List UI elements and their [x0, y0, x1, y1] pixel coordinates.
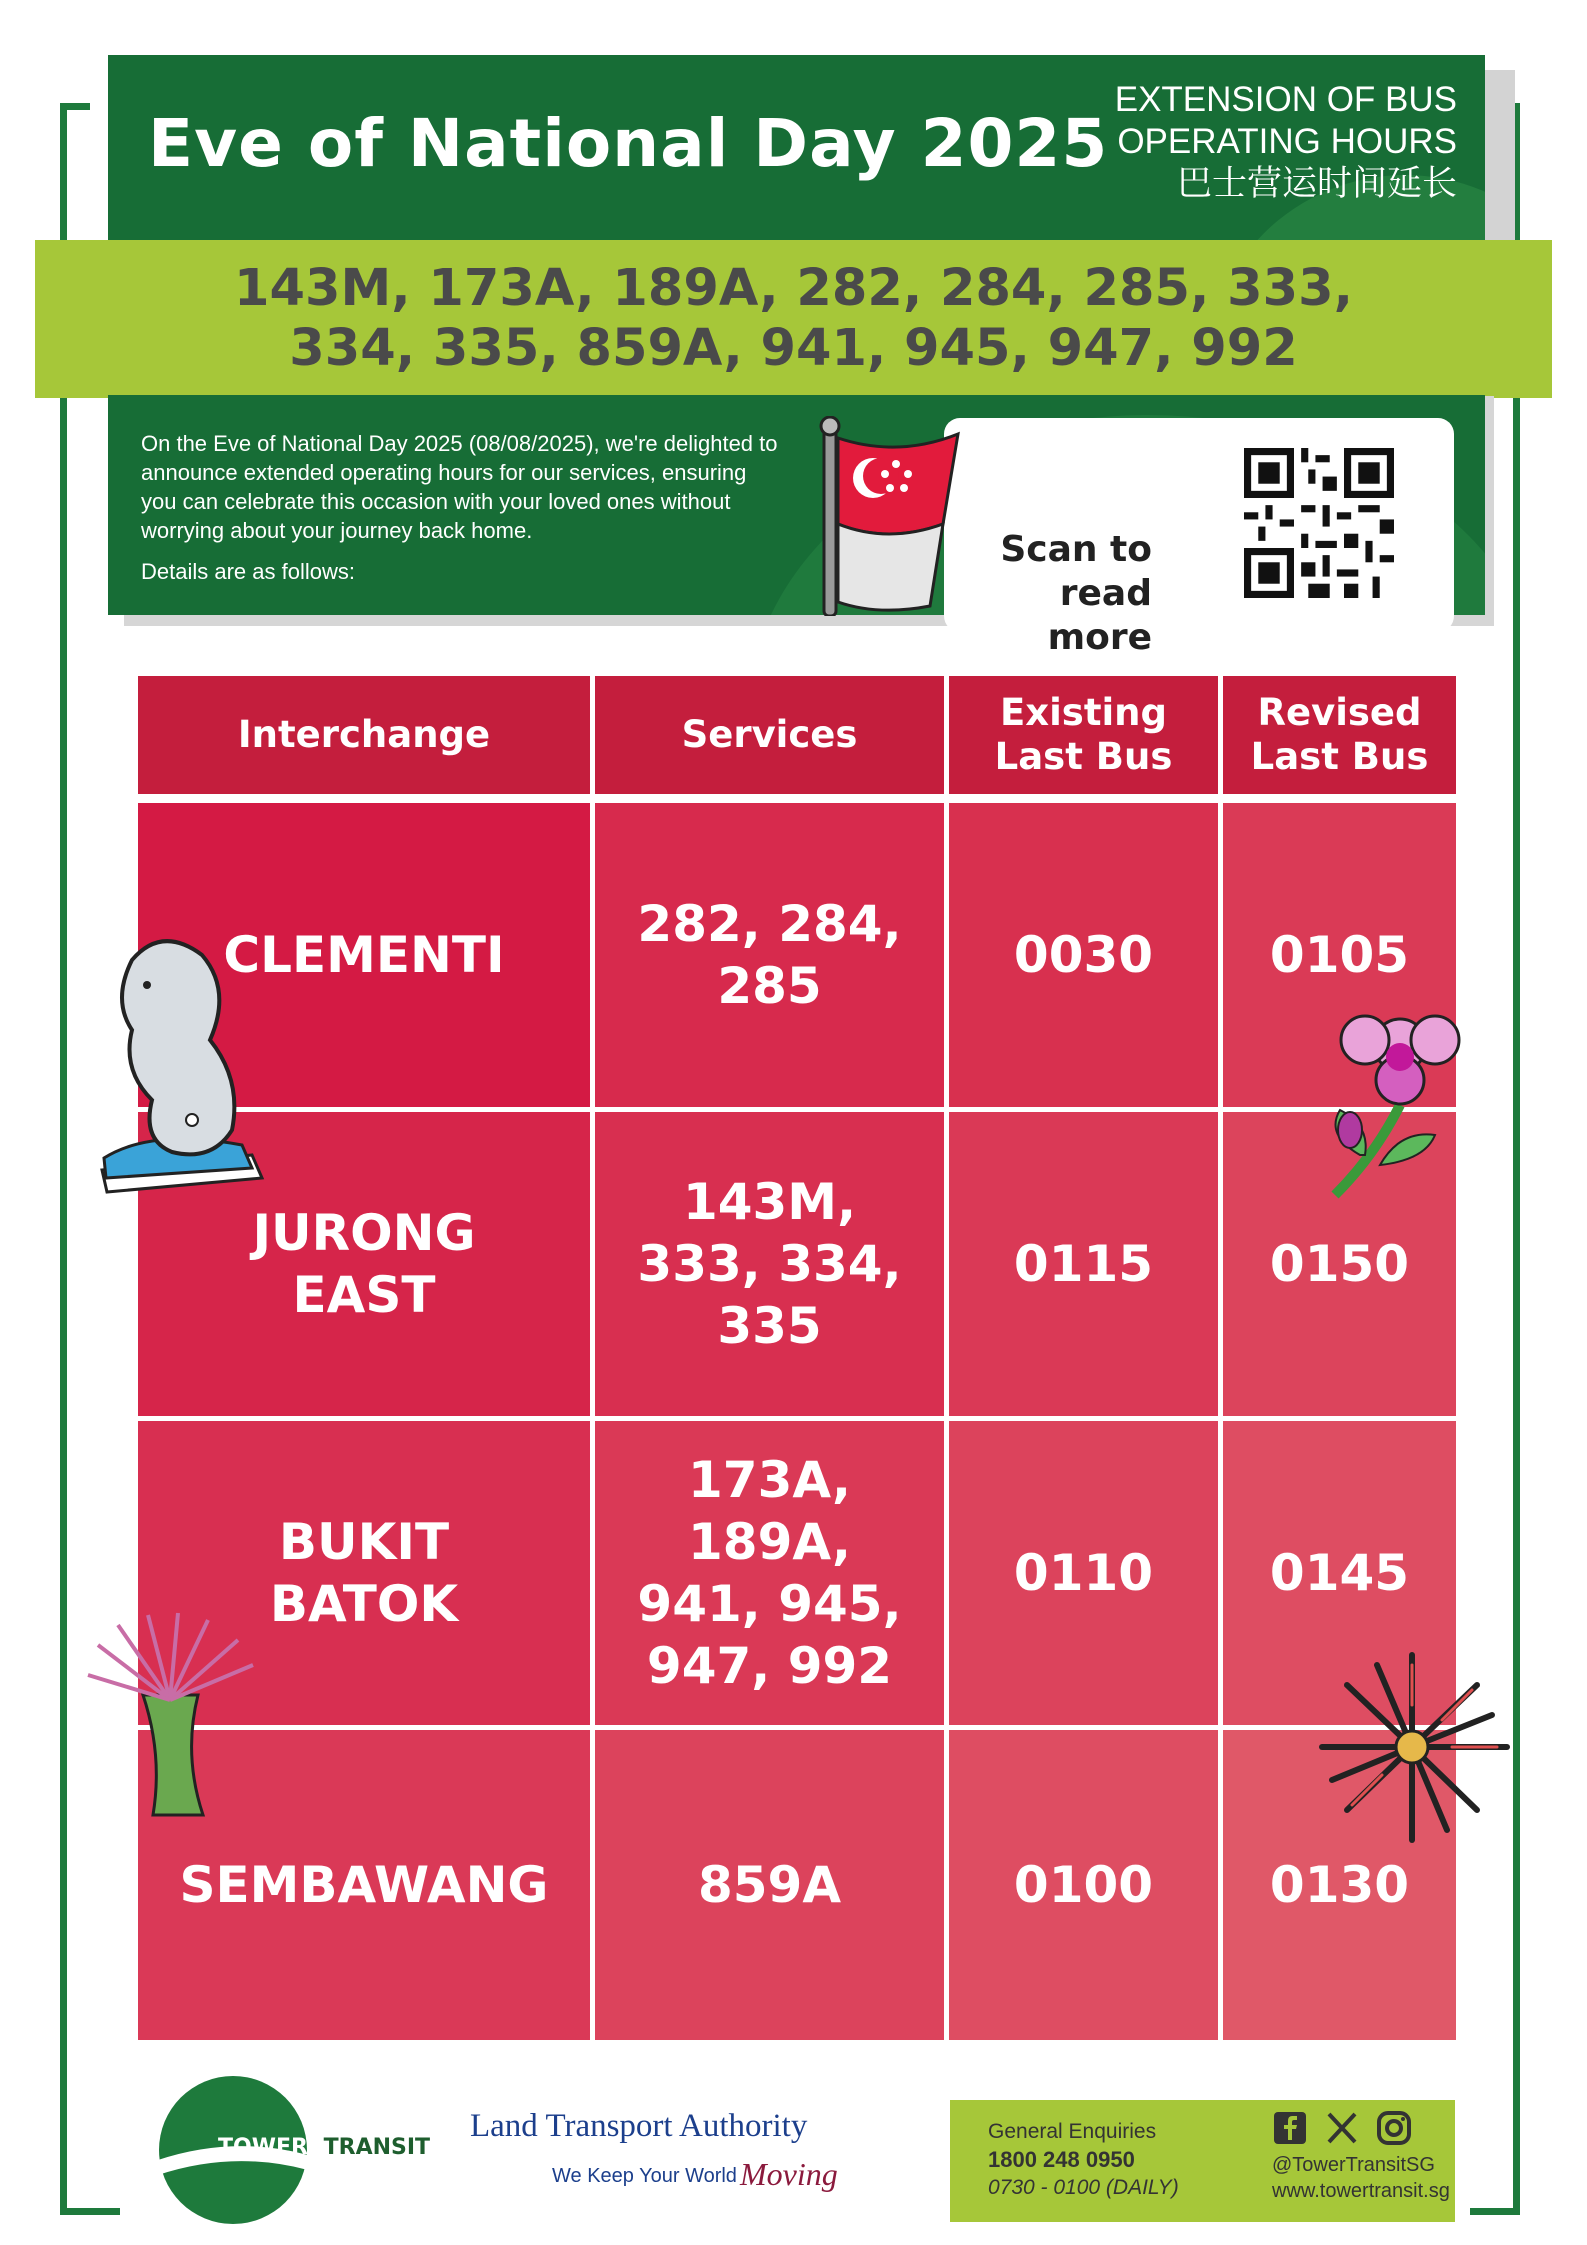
social-icons [1272, 2110, 1450, 2146]
header-services: Services [595, 676, 944, 794]
scan-line-2: read more [1047, 573, 1152, 658]
supertree-icon [78, 1605, 268, 1825]
facebook-icon[interactable] [1272, 2110, 1308, 2146]
social-info [1272, 2110, 1450, 2204]
enquiries-hours: 0730 - 0100 (DAILY) [988, 2176, 1179, 2199]
qr-code[interactable] [1244, 448, 1394, 598]
tt-word-tower: TOWER [218, 2135, 308, 2160]
lta-name: Land Transport Authority [470, 2108, 808, 2144]
enquiries-phone[interactable]: 1800 248 0950 [988, 2147, 1135, 2172]
header-interchange: Interchange [138, 676, 590, 794]
cell-services: 173A, 189A, 941, 945, 947, 992 [595, 1421, 944, 1725]
cell-interchange: BUKIT BATOK [138, 1421, 590, 1725]
subtitle-line-chinese: 巴士营运时间延长 [1176, 164, 1457, 203]
lta-moving: Moving [740, 2156, 838, 2192]
cell-interchange: CLEMENTI [138, 803, 590, 1107]
cell-revised: 0105 [1223, 803, 1456, 1107]
lta-tagline: We Keep Your World [552, 2165, 737, 2187]
intro-paragraph: On the Eve of National Day 2025 (08/08/2025), we're delighted to announce extended operating hours for our services, ensuring you can celebrate this occasion with your loved ones without worrying about your journey back home. [141, 431, 778, 543]
intro-details: Details are as follows: [141, 559, 355, 584]
affected-services-band [35, 240, 1552, 398]
enquiries-info [988, 2118, 1179, 2202]
cell-services: 143M, 333, 334, 335 [595, 1112, 944, 1416]
cell-existing: 0110 [949, 1421, 1218, 1725]
services-line-2: 334, 335, 859A, 941, 945, 947, 992 [289, 319, 1298, 378]
subtitle-line-1: EXTENSION OF BUS [1114, 80, 1457, 119]
merlion-icon [92, 930, 272, 1200]
x-icon[interactable] [1324, 2110, 1360, 2146]
cell-existing: 0100 [949, 1730, 1218, 2040]
tower-transit-wordmark [218, 2135, 430, 2160]
enquiries-box [950, 2100, 1455, 2222]
cell-interchange: SEMBAWANG [138, 1730, 590, 2040]
subtitle-line-2: OPERATING HOURS [1117, 122, 1457, 161]
enquiries-label: General Enquiries [988, 2120, 1157, 2143]
cell-interchange: JURONG EAST [138, 1112, 590, 1416]
page-title: Eve of National Day 2025 [148, 105, 1109, 182]
header-existing-last-bus: Existing Last Bus [949, 676, 1218, 794]
header-banner [108, 55, 1485, 245]
scan-line-1: Scan to [1000, 529, 1152, 570]
cell-existing: 0115 [949, 1112, 1218, 1416]
orchid-icon [1305, 985, 1485, 1210]
firework-icon [1302, 1645, 1522, 1850]
header-revised-last-bus: Revised Last Bus [1223, 676, 1456, 794]
intro-text [141, 429, 781, 598]
website-link[interactable]: www.towertransit.sg [1272, 2180, 1450, 2202]
lta-logo [470, 2100, 890, 2210]
social-handle[interactable]: @TowerTransitSG [1272, 2154, 1435, 2176]
cell-existing: 0030 [949, 803, 1218, 1107]
cell-services: 859A [595, 1730, 944, 2040]
singapore-flag-icon [818, 416, 1028, 616]
cell-services: 282, 284, 285 [595, 803, 944, 1107]
cell-revised: 0145 [1223, 1421, 1456, 1725]
services-line-1: 143M, 173A, 189A, 282, 284, 285, 333, [234, 259, 1353, 318]
tt-word-transit: TRANSIT [323, 2135, 431, 2160]
header-subtitle [1115, 79, 1457, 205]
cell-revised: 0130 [1223, 1730, 1456, 2040]
cell-revised: 0150 [1223, 1112, 1456, 1416]
instagram-icon[interactable] [1376, 2110, 1412, 2146]
